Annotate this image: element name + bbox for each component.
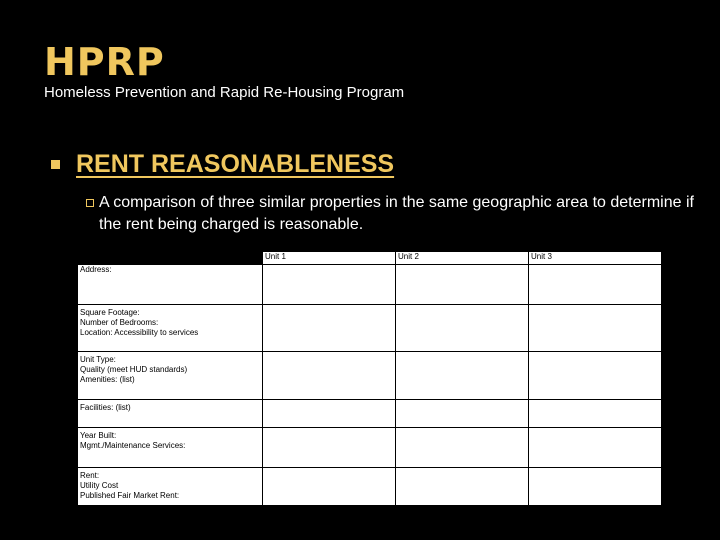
field-label: Square Footage:	[80, 308, 140, 317]
form-row-address	[78, 265, 662, 305]
form-cell	[529, 265, 662, 305]
form-cell	[529, 468, 662, 506]
form-row-size	[78, 305, 662, 352]
description-text: A comparison of three similar properties in the same geographic area to determine if the rent being charged is reasonable.	[99, 194, 694, 233]
field-label: Facilities: (list)	[80, 403, 131, 412]
header-bar	[0, 0, 720, 112]
section-heading: RENT REASONABLENESS	[76, 150, 395, 178]
form-row-building	[78, 428, 662, 468]
form-cell	[263, 352, 396, 400]
form-cell	[529, 305, 662, 352]
form-cell	[263, 428, 396, 468]
field-label: Rent:	[80, 471, 100, 480]
slide-subtitle: Homeless Prevention and Rapid Re-Housing Program	[44, 84, 405, 101]
field-label: Amenities: (list)	[80, 375, 135, 384]
row-labels	[78, 352, 263, 400]
bullet-square-icon	[51, 160, 60, 169]
form-cell	[396, 400, 529, 428]
column-unit-1: Unit 1	[263, 252, 396, 265]
field-label: Address:	[80, 265, 112, 274]
form-row-facilities	[78, 400, 662, 428]
form-cell	[396, 265, 529, 305]
form-cell	[263, 305, 396, 352]
form-cell	[263, 468, 396, 506]
form-header-row	[78, 252, 662, 265]
form-cell	[529, 400, 662, 428]
sub-bullet-icon	[86, 199, 94, 207]
row-labels	[78, 265, 263, 305]
form-cell	[529, 428, 662, 468]
field-label: Utility Cost	[80, 481, 119, 490]
form-cell	[263, 400, 396, 428]
field-label: Number of Bedrooms:	[80, 318, 159, 327]
form-cell	[396, 305, 529, 352]
form-row-costs	[78, 468, 662, 506]
field-label: Published Fair Market Rent:	[80, 491, 180, 500]
row-labels	[78, 428, 263, 468]
form-cell	[396, 428, 529, 468]
field-label: Quality (meet HUD standards)	[80, 365, 188, 374]
field-label: Mgmt./Maintenance Services:	[80, 441, 186, 450]
form-cell	[263, 265, 396, 305]
column-unit-3: Unit 3	[529, 252, 662, 265]
row-labels	[78, 468, 263, 506]
field-label: Unit Type:	[80, 355, 116, 364]
rent-comparison-form	[77, 251, 662, 506]
slide-title: HPRP	[44, 40, 165, 84]
form-header-blank	[78, 252, 263, 265]
form-cell	[529, 352, 662, 400]
form-cell	[396, 352, 529, 400]
form-cell	[396, 468, 529, 506]
row-labels	[78, 305, 263, 352]
column-unit-2: Unit 2	[396, 252, 529, 265]
field-label: Location: Accessibility to services	[80, 328, 199, 337]
field-label: Year Built:	[80, 431, 117, 440]
form-row-unit	[78, 352, 662, 400]
row-labels	[78, 400, 263, 428]
